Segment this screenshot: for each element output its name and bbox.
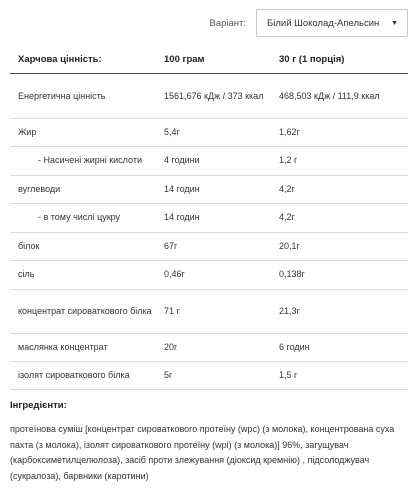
table-row — [10, 334, 408, 362]
variant-select[interactable] — [256, 9, 408, 37]
table-row — [10, 261, 408, 290]
nutrient-name: Енергетична цінність — [18, 90, 106, 101]
table-row — [10, 74, 408, 119]
table-row — [10, 119, 408, 147]
table-row — [10, 290, 408, 334]
nutrient-per-100g: 5,4г — [164, 127, 180, 137]
variant-selector-row — [209, 8, 408, 38]
nutrient-per-100g: 5г — [164, 369, 173, 380]
ingredients-title: Інгредієнти: — [10, 400, 67, 411]
header-per-100g: 100 грам — [164, 54, 205, 65]
nutrient-per-100g: 1561,676 кДж / 373 ккал — [164, 90, 264, 101]
nutrient-per-serving: 1,2 г — [279, 155, 298, 166]
nutrient-per-serving: 21,3г — [279, 305, 300, 316]
nutrient-per-100g: 71 г — [164, 305, 180, 316]
nutrient-name: білок — [18, 240, 40, 251]
table-row — [10, 233, 408, 262]
nutrient-per-serving: 0,138г — [279, 269, 305, 280]
nutrition-table — [10, 46, 408, 390]
nutrient-per-serving: 4,2г — [279, 183, 295, 194]
nutrient-per-100g: 14 годин — [164, 212, 200, 223]
table-row — [10, 362, 408, 390]
nutrient-name: - в тому числі цукру — [38, 212, 121, 223]
nutrient-per-serving: 1,5 г — [279, 369, 298, 380]
nutrient-per-100g: 20г — [164, 341, 178, 352]
header-per-serving: 30 г (1 порція) — [279, 54, 345, 65]
variant-label: Варіант: — [209, 17, 246, 29]
nutrient-per-serving: 6 годин — [279, 341, 310, 352]
nutrient-name: Жир — [18, 127, 37, 137]
nutrient-per-100g: 14 годин — [164, 183, 200, 194]
nutrient-name: маслянка концентрат — [18, 341, 108, 352]
nutrient-name: сіль — [18, 269, 35, 280]
variant-selected-value: Білий Шоколад-Апельсин — [267, 17, 380, 29]
nutrient-per-serving: 468,503 кДж / 111,9 ккал — [279, 90, 380, 101]
ingredients-text: протеїнова суміш [концентрат сироваткового протеїну (wpc) (з молока), концентрована суха пахта (з молока), ізолят сироваткового протеїну (wpi) (з молока)] 96%, загущувач (карбоксиметилцелюлоза), засіб проти злежування (діоксид кремнію) , підсолоджувач (сукралоза), барвники (каротини) — [10, 424, 395, 481]
nutrient-per-serving: 4,2г — [279, 212, 295, 223]
nutrient-name: ізолят сироваткового білка — [18, 369, 130, 380]
chevron-down-icon: ▼ — [391, 19, 398, 27]
nutrient-per-100g: 4 години — [164, 155, 200, 166]
table-row — [10, 204, 408, 233]
nutrient-per-serving: 1,62г — [279, 127, 300, 137]
nutrient-name: - Насичені жирні кислоти — [38, 155, 142, 166]
nutrient-name: концентрат сироваткового білка — [18, 305, 152, 316]
nutrient-per-100g: 67г — [164, 240, 178, 251]
nutrient-per-100g: 0,46г — [164, 269, 185, 280]
ingredients-section — [10, 400, 410, 484]
nutrition-header-row — [10, 46, 408, 74]
table-row — [10, 147, 408, 176]
nutrient-per-serving: 20,1г — [279, 240, 300, 251]
header-nutrition-value: Харчова цінність: — [18, 54, 102, 65]
table-row — [10, 176, 408, 205]
nutrient-name: вуглеводи — [18, 183, 61, 194]
